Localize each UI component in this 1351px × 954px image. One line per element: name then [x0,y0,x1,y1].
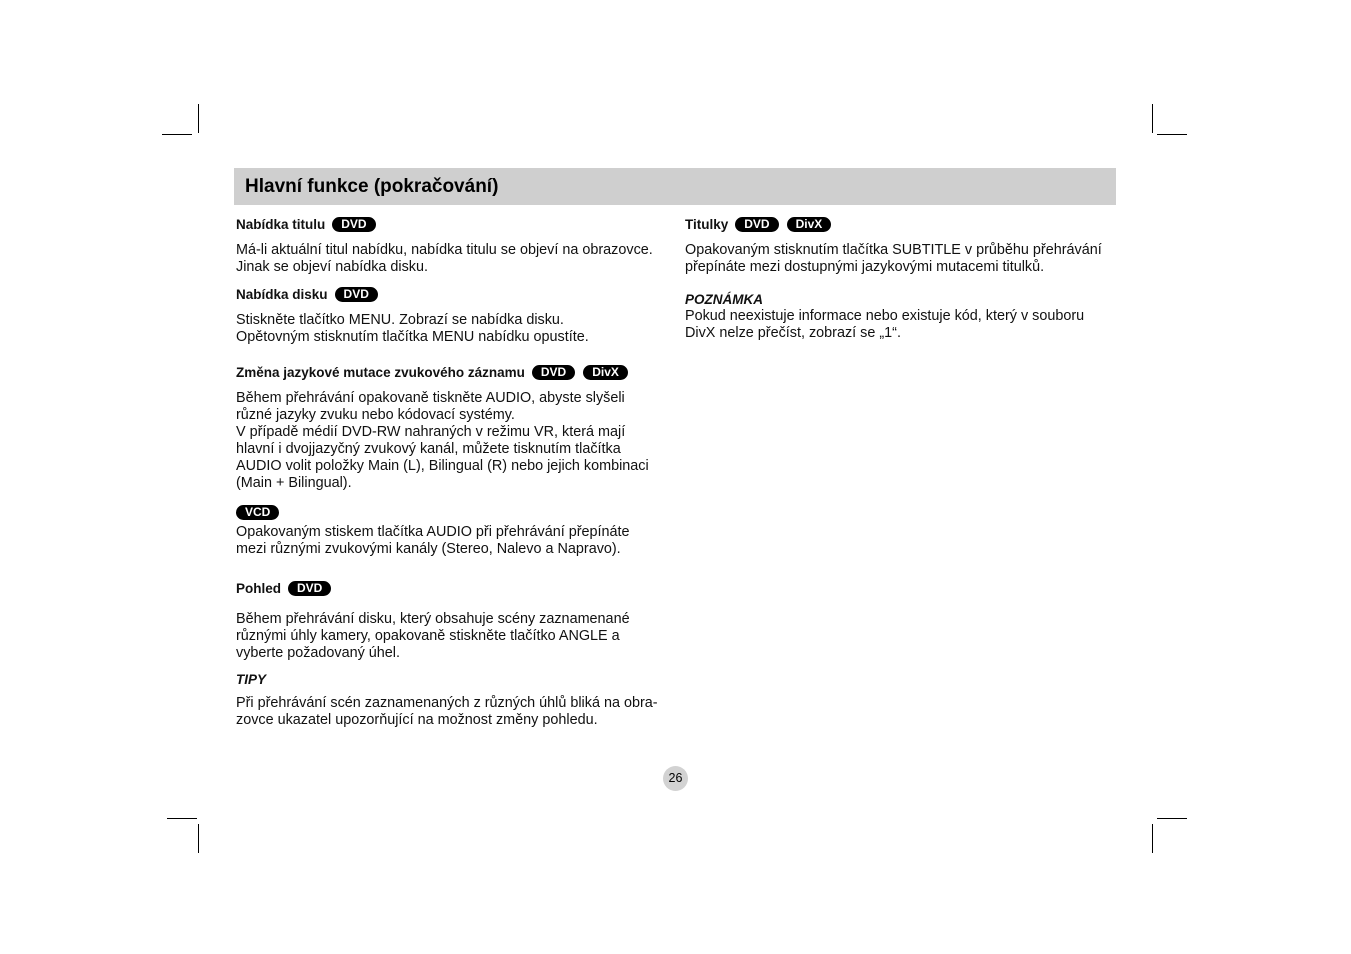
section-header [234,168,1116,205]
dvd-badge: DVD [532,365,575,380]
dvd-badge: DVD [332,217,375,232]
right-column [685,216,1115,342]
note-heading: POZNÁMKA [685,292,763,307]
left-column [236,216,664,729]
title-menu-heading: Nabídka titulu DVD [236,216,664,233]
note-text: Pokud neexistuje informace nebo existuje kód, který v souboru DivX nelze přečíst, zobrazí se „1“. [685,308,1085,341]
dvd-badge: DVD [288,581,331,596]
tips-text: Při přehrávání scén zaznamenaných z různých úhlů bliká na obra- zovce ukazatel upozorňující na možnost změny pohledu. [236,695,658,728]
divx-badge: DivX [787,217,832,232]
audio-language-heading: Změna jazykové mutace zvukového záznamu DVD DivX [236,364,664,381]
vcd-audio-text: Opakovaným stiskem tlačítka AUDIO při přehrávání přepínáte mezi různými zvukovými kanály (Stereo, Nalevo a Napravo). [236,524,630,557]
dvd-badge: DVD [335,287,378,302]
audio-language-text: Během přehrávání opakovaně tiskněte AUDIO, abyste slyšeli různé jazyky zvuku nebo kódovací systémy. V případě médií DVD-RW nahraných v režimu VR, která mají hlavní i dvojjazyčný zvukový kanál, můžete tisknutím tlačítka AUDIO volit položky Main (L), Bilingual (R) nebo jejich kombinaci (Main + Bilingual). [236,390,649,491]
vcd-audio-heading [236,505,664,520]
angle-heading: Pohled DVD [236,580,664,597]
divx-badge: DivX [583,365,628,380]
subtitles-heading: Titulky DVD DivX [685,216,1115,233]
crop-mark [1152,824,1153,853]
angle-text: Během přehrávání disku, který obsahuje scény zaznamenané různými úhly kamery, opakovaně stiskněte tlačítko ANGLE a vyberte požadovaný úhel. [236,611,630,661]
vcd-badge: VCD [236,505,279,520]
title-menu-text: Má-li aktuální titul nabídku, nabídka titulu se objeví na obrazovce. Jinak se objeví nabídka disku. [236,242,653,275]
subtitles-text: Opakovaným stisknutím tlačítka SUBTITLE v průběhu přehrávání přepínáte mezi dostupnými jazykovými mutacemi titulků. [685,242,1102,275]
disc-menu-heading: Nabídka disku DVD [236,286,664,303]
crop-mark [1152,104,1153,133]
dvd-badge: DVD [735,217,778,232]
page-number: 26 [663,766,688,791]
crop-mark [167,818,197,819]
crop-mark [198,104,199,133]
tips-heading: TIPY [236,672,267,687]
crop-mark [198,824,199,853]
disc-menu-text: Stiskněte tlačítko MENU. Zobrazí se nabídka disku. Opětovným stisknutím tlačítka MENU nabídku opustíte. [236,312,589,345]
crop-mark [1157,818,1187,819]
crop-mark [162,134,192,135]
page-title: Hlavní funkce (pokračování) [245,176,499,197]
crop-mark [1157,134,1187,135]
